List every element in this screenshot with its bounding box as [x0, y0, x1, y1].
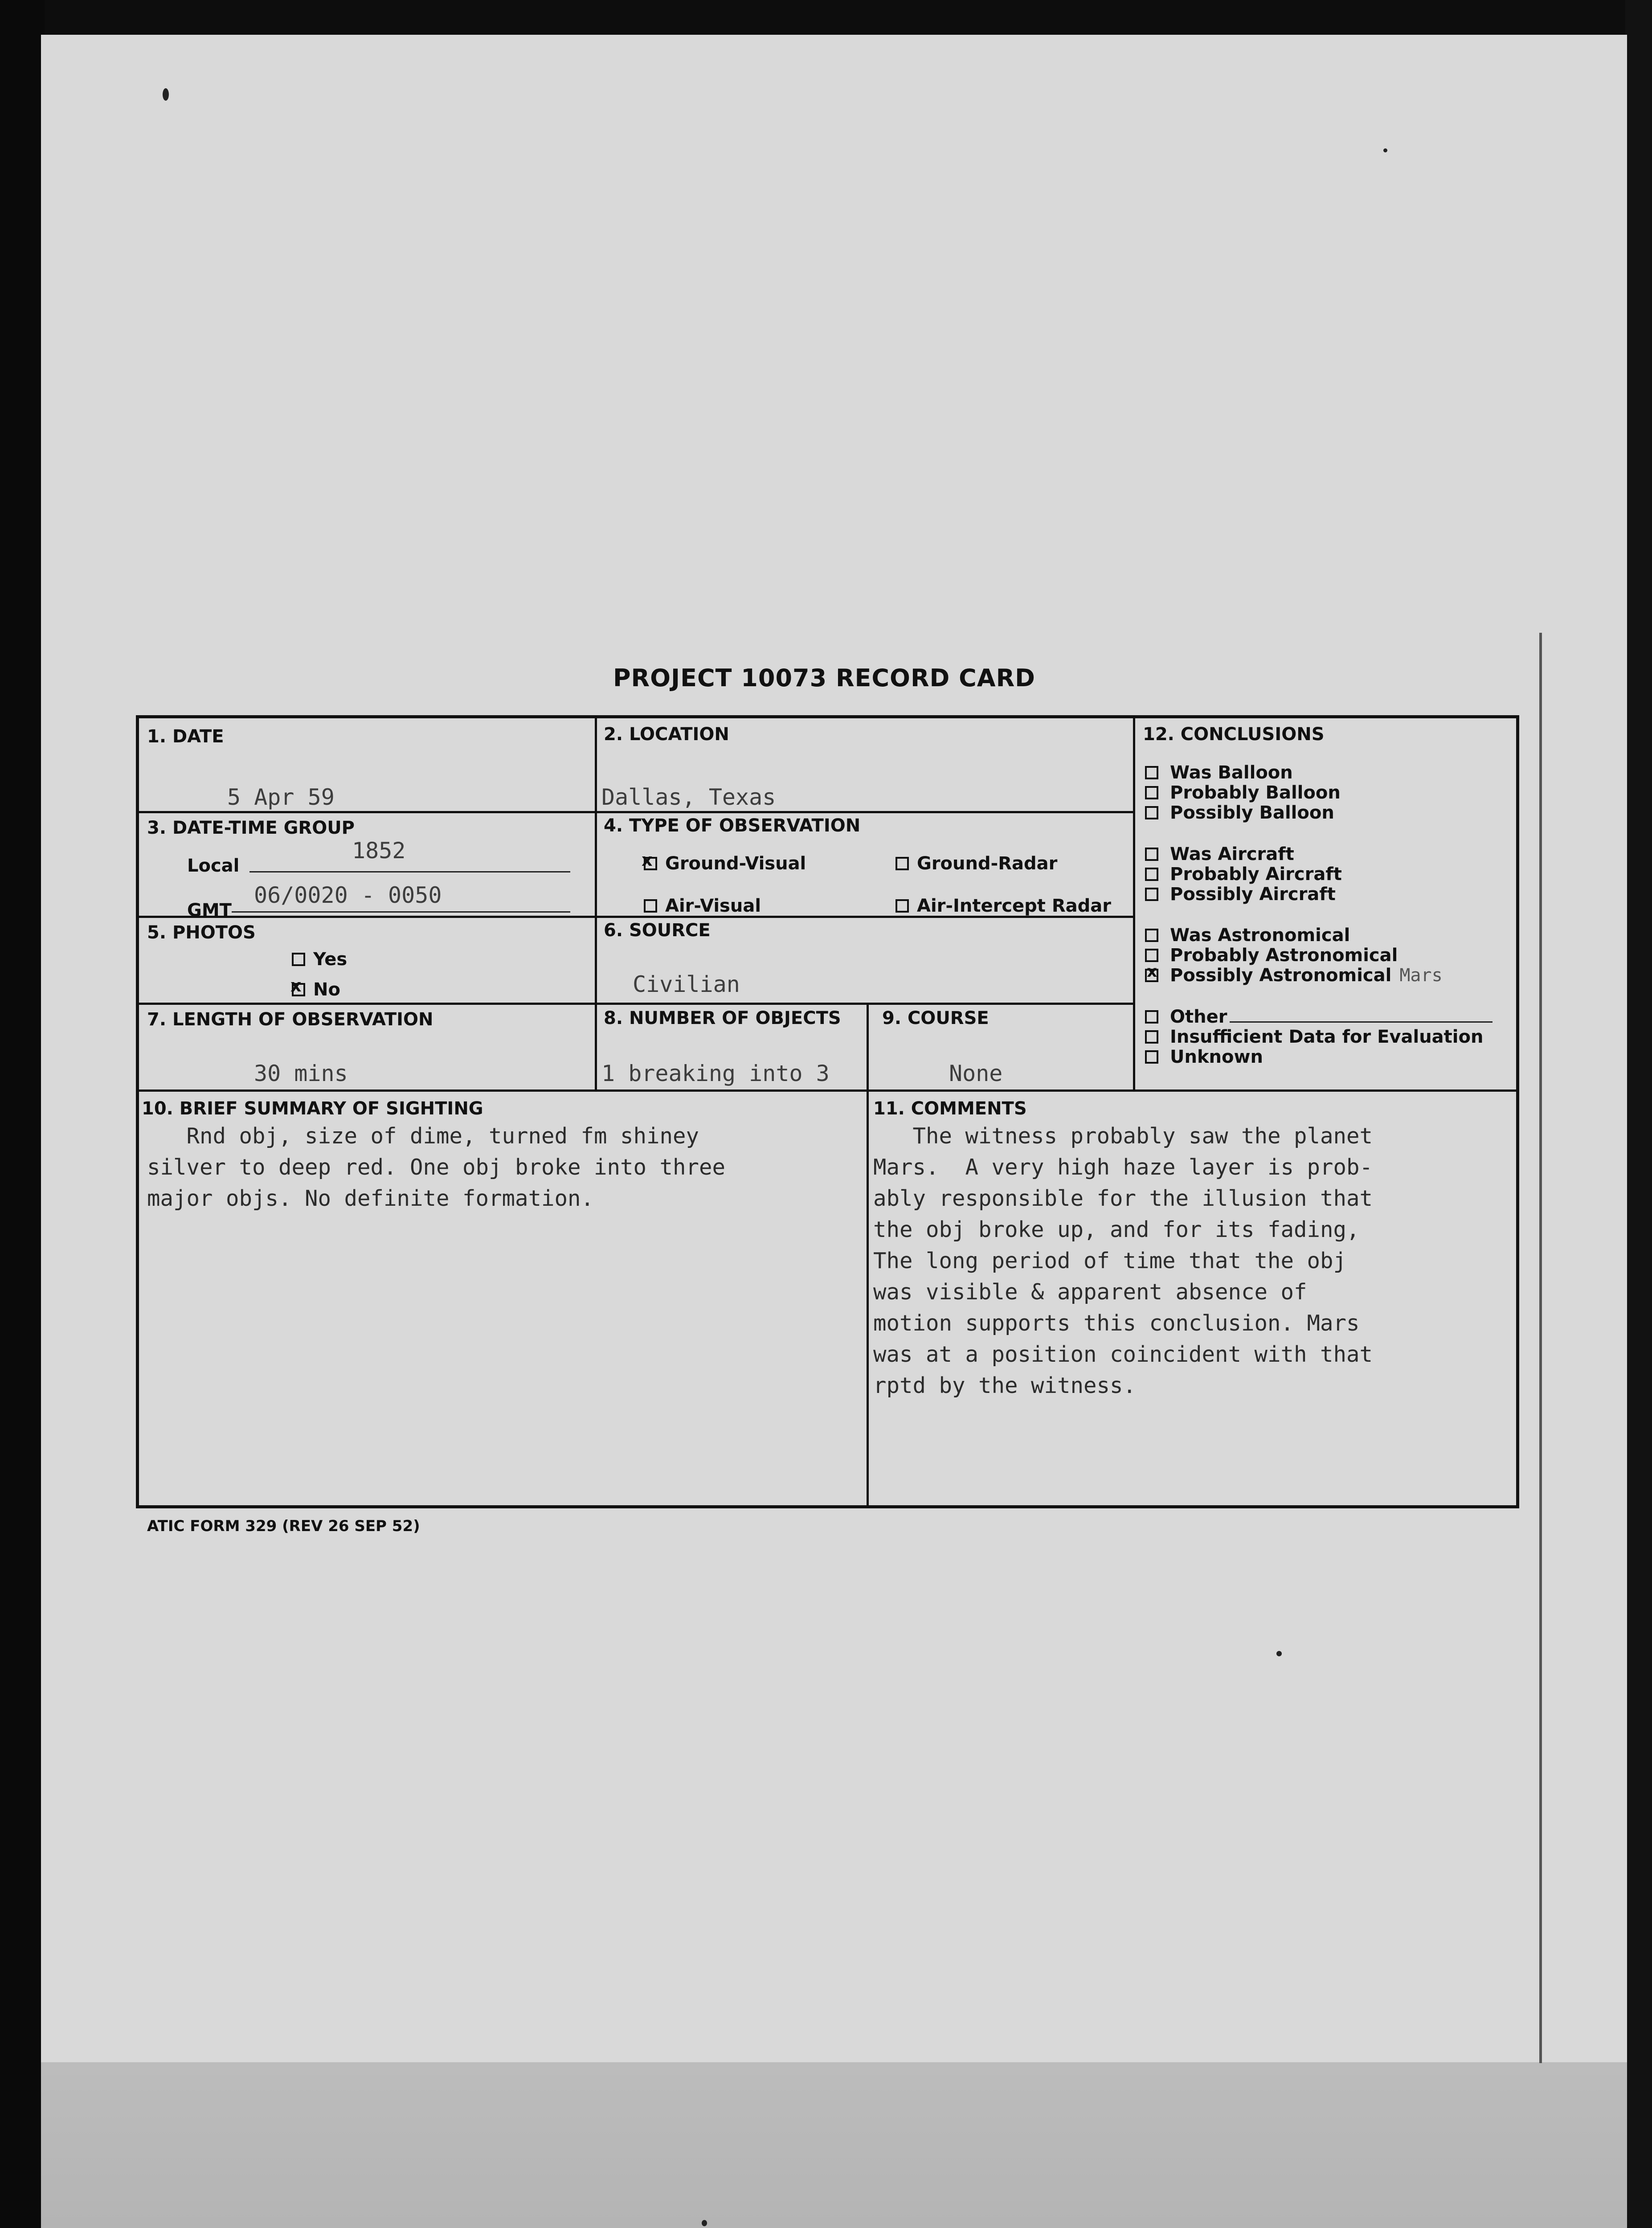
checked-mark-ground-visual: x — [642, 850, 653, 870]
comments-line: ably responsible for the illusion that — [873, 1186, 1373, 1211]
source-label: 6. SOURCE — [604, 920, 711, 941]
conclusion-group-other — [1145, 1007, 1493, 1067]
checkbox-icon — [644, 899, 657, 913]
conclusion-was-aircraft[interactable]: Was Aircraft — [1145, 844, 1342, 864]
comments-label: 11. COMMENTS — [873, 1098, 1027, 1119]
checkbox-icon — [1145, 868, 1158, 881]
location-label: 2. LOCATION — [604, 724, 729, 745]
option-air-intercept-radar[interactable]: Air-Intercept Radar — [896, 896, 1111, 916]
checkbox-icon — [292, 953, 305, 966]
comments-line: motion supports this conclusion. Mars — [873, 1311, 1360, 1336]
checked-mark-possibly-astronomical: x — [1147, 962, 1157, 981]
dtg-label: 3. DATE-TIME GROUP — [147, 818, 355, 838]
summary-text — [147, 1121, 725, 1214]
conclusion-other[interactable]: Other — [1145, 1007, 1493, 1027]
conclusion-group-aircraft — [1145, 844, 1342, 905]
comments-line: the obj broke up, and for its fading, — [873, 1217, 1360, 1242]
course-label: 9. COURSE — [882, 1008, 989, 1028]
summary-label: 10. BRIEF SUMMARY OF SIGHTING — [142, 1098, 483, 1119]
row-divider — [136, 811, 1134, 813]
column-divider — [1133, 715, 1135, 1089]
conclusion-group-astronomical — [1145, 926, 1443, 986]
photos-label: 5. PHOTOS — [147, 922, 256, 943]
date-label: 1. DATE — [147, 726, 224, 747]
conclusion-probably-balloon[interactable]: Probably Balloon — [1145, 783, 1341, 803]
comments-line: The witness probably saw the planet — [873, 1123, 1373, 1149]
checkbox-icon — [1145, 1010, 1158, 1024]
location-value: Dallas, Texas — [601, 784, 776, 810]
row-divider — [136, 1089, 1519, 1092]
checkbox-icon — [1145, 848, 1158, 861]
option-ground-visual[interactable]: Ground-Visual — [644, 853, 806, 874]
checkbox-icon — [1145, 786, 1158, 799]
column-divider — [867, 1003, 869, 1508]
course-value: None — [949, 1061, 1003, 1086]
local-label: Local — [187, 856, 240, 876]
objects-value: 1 breaking into 3 — [601, 1061, 830, 1086]
conclusion-probably-aircraft[interactable]: Probably Aircraft — [1145, 864, 1342, 885]
conclusion-unknown[interactable]: Unknown — [1145, 1047, 1493, 1067]
conclusion-possibly-balloon[interactable]: Possibly Balloon — [1145, 803, 1341, 823]
scan-lower-band — [41, 2062, 1627, 2228]
conclusion-probably-astronomical[interactable]: Probably Astronomical — [1145, 946, 1443, 966]
possibly-astronomical-note: Mars — [1399, 965, 1443, 986]
comments-line: was visible & apparent absence of — [873, 1279, 1307, 1305]
length-value: 30 mins — [254, 1061, 348, 1086]
other-underline — [1230, 1021, 1493, 1023]
summary-line: Rnd obj, size of dime, turned fm shiney — [147, 1123, 699, 1149]
option-ground-radar[interactable]: Ground-Radar — [896, 853, 1057, 874]
row-divider — [136, 1003, 1134, 1005]
checkbox-icon — [1145, 949, 1158, 962]
date-value: 5 Apr 59 — [227, 784, 335, 810]
gmt-label: GMT — [187, 900, 232, 921]
checkbox-icon — [1145, 888, 1158, 901]
comments-line: The long period of time that the obj — [873, 1248, 1347, 1274]
conclusion-group-balloon — [1145, 763, 1341, 823]
checkbox-icon — [1145, 1050, 1158, 1064]
local-underline — [249, 871, 570, 872]
summary-line: silver to deep red. One obj broke into three — [147, 1155, 726, 1180]
card-right-edge — [1539, 633, 1542, 2063]
conclusions-label: 12. CONCLUSIONS — [1143, 724, 1325, 745]
conclusion-possibly-astronomical[interactable]: Possibly Astronomical Mars — [1145, 966, 1443, 986]
scan-border-left — [0, 0, 45, 2228]
length-label: 7. LENGTH OF OBSERVATION — [147, 1009, 433, 1030]
comments-line: was at a position coincident with that — [873, 1342, 1373, 1367]
conclusion-insufficient-data[interactable]: Insufficient Data for Evaluation — [1145, 1027, 1493, 1047]
conclusion-was-balloon[interactable]: Was Balloon — [1145, 763, 1341, 783]
scan-border-right — [1625, 0, 1652, 2228]
option-air-visual[interactable]: Air-Visual — [644, 896, 761, 916]
comments-line: rptd by the witness. — [873, 1373, 1137, 1398]
scan-speck — [1276, 1651, 1282, 1656]
gmt-value: 06/0020 - 0050 — [254, 882, 442, 908]
column-divider — [595, 715, 597, 1089]
option-photos-yes[interactable]: Yes — [292, 949, 347, 970]
scan-border-top — [0, 0, 1652, 40]
comments-line: Mars. A very high haze layer is prob- — [873, 1155, 1373, 1180]
checkbox-icon — [1145, 929, 1158, 942]
checked-mark-photos-no: x — [290, 976, 302, 995]
form-number: ATIC FORM 329 (REV 26 SEP 52) — [147, 1517, 420, 1535]
option-photos-no[interactable]: No — [292, 979, 340, 1000]
source-value: Civilian — [633, 971, 740, 997]
scan-speck — [1383, 148, 1387, 152]
checkbox-icon — [1145, 1030, 1158, 1044]
scan-speck — [702, 2220, 707, 2226]
summary-line: major objs. No definite formation. — [147, 1186, 594, 1211]
checkbox-icon — [1145, 766, 1158, 779]
observation-label: 4. TYPE OF OBSERVATION — [604, 815, 861, 836]
checkbox-icon — [1145, 806, 1158, 819]
conclusion-possibly-aircraft[interactable]: Possibly Aircraft — [1145, 885, 1342, 905]
conclusion-was-astronomical[interactable]: Was Astronomical — [1145, 926, 1443, 946]
comments-text — [873, 1121, 1373, 1401]
local-value: 1852 — [352, 838, 406, 864]
card-title: PROJECT 10073 RECORD CARD — [613, 664, 1035, 692]
checkbox-icon — [896, 857, 909, 870]
gmt-underline — [232, 911, 570, 913]
scan-speck — [163, 88, 169, 101]
objects-label: 8. NUMBER OF OBJECTS — [604, 1008, 841, 1028]
checkbox-icon — [896, 899, 909, 913]
